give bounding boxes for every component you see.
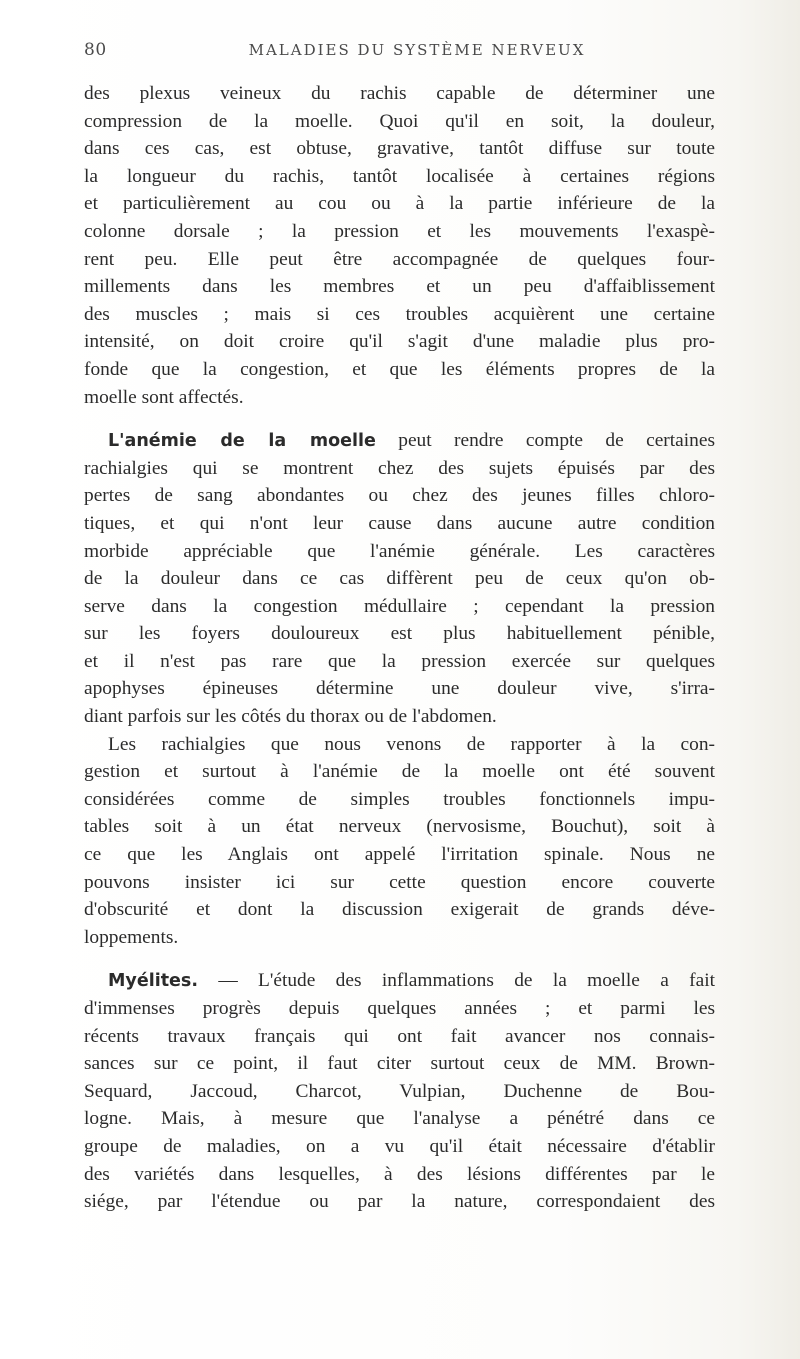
text-line: d'obscurité et dont la discussion exigerait de grands déve- — [84, 899, 715, 921]
paragraph-gap — [84, 411, 715, 427]
text-line: sur les foyers douloureux est plus habituellement pénible, — [84, 623, 715, 645]
paragraph-anemie — [84, 427, 715, 731]
paragraph-gap — [84, 951, 715, 967]
text-line: serve dans la congestion médullaire ; cependant la pression — [84, 595, 715, 617]
text-line: d'immenses progrès depuis quelques années ; et parmi les — [84, 998, 715, 1019]
text-line: Sequard, Jaccoud, Charcot, Vulpian, Duchenne de Bou- — [84, 1080, 715, 1102]
text-line: groupe de maladies, on a vu qu'il était nécessaire d'établir — [84, 1135, 715, 1157]
text-run: peut rendre compte de certaines — [375, 430, 715, 452]
text-line: apophyses épineuses détermine une douleur vive, s'irra- — [84, 678, 715, 700]
text-line: rent peu. Elle peut être accompagnée de quelques four- — [84, 248, 715, 270]
text-line: compression de la moelle. Quoi qu'il en soit, la douleur, — [84, 110, 715, 132]
text-line: sances sur ce point, il faut citer surtout ceux de MM. Brown- — [84, 1053, 715, 1075]
page-number: 80 — [84, 40, 107, 60]
text-line: et il n'est pas rare que la pression exercée sur quelques — [84, 650, 715, 672]
text-line: des muscles ; mais si ces troubles acquièrent une certaine — [84, 303, 715, 325]
text-line: des variétés dans lesquelles, à des lésions différentes par le — [84, 1163, 715, 1185]
text-line: siége, par l'étendue ou par la nature, correspondaient des — [84, 1191, 715, 1213]
text-line — [84, 967, 715, 995]
running-title: MALADIES DU SYSTÈME NERVEUX — [248, 41, 586, 59]
text-line: dans ces cas, est obtuse, gravative, tantôt diffuse sur toute — [84, 138, 715, 160]
text-line: considérées comme de simples troubles fonctionnels impu- — [84, 788, 715, 810]
text-line: millements dans les membres et un peu d'affaiblissement — [84, 276, 715, 298]
section-heading-myelites: Myélites. — [108, 971, 198, 992]
text-line: de la douleur dans ce cas diffèrent peu de ceux qu'on ob- — [84, 568, 715, 590]
section-heading-anemie: L'anémie de la moelle — [108, 431, 376, 452]
text-line: la longueur du rachis, tantôt localisée à certaines régions — [84, 165, 715, 187]
text-line: loppements. — [84, 926, 179, 948]
paragraph-rachialgies — [84, 731, 715, 952]
paragraph-congestion-continued — [84, 80, 715, 411]
text-run: — L'étude des inflammations de la moelle a fait — [198, 970, 715, 992]
text-line: Les rachialgies que nous venons de rapporter à la con- — [108, 733, 715, 755]
text-line: pouvons insister ici sur cette question encore couverte — [84, 871, 715, 893]
text-line: rachialgies qui se montrent chez des sujets épuisés par des — [84, 457, 715, 479]
text-line: récents travaux français qui ont fait avancer nos connais- — [84, 1025, 715, 1047]
paragraph-myelites — [84, 967, 715, 1215]
text-line: morbide appréciable que l'anémie générale. Les caractères — [84, 540, 715, 562]
text-line: ce que les Anglais ont appelé l'irritation spinale. Nous ne — [84, 844, 715, 866]
text-line: fonde que la congestion, et que les éléments propres de la — [84, 358, 715, 380]
text-line: intensité, on doit croire qu'il s'agit d'une maladie plus pro- — [84, 331, 715, 353]
text-line: gestion et surtout à l'anémie de la moelle ont été souvent — [84, 761, 715, 783]
text-line: des plexus veineux du rachis capable de déterminer une — [84, 83, 715, 104]
text-line: et particulièrement au cou ou à la partie inférieure de la — [84, 193, 715, 215]
text-line: logne. Mais, à mesure que l'analyse a pénétré dans ce — [84, 1108, 715, 1130]
text-line: colonne dorsale ; la pression et les mouvements l'exaspè- — [84, 220, 715, 242]
text-line: moelle sont affectés. — [84, 386, 244, 408]
text-line: diant parfois sur les côtés du thorax ou de l'abdomen. — [84, 706, 497, 728]
body-text — [84, 80, 715, 1216]
text-line: tiques, et qui n'ont leur cause dans aucune autre condition — [84, 512, 715, 534]
text-line — [84, 427, 715, 455]
page-header — [84, 40, 714, 68]
text-line: tables soit à un état nerveux (nervosisme, Bouchut), soit à — [84, 816, 715, 838]
text-line: pertes de sang abondantes ou chez des jeunes filles chloro- — [84, 485, 715, 507]
